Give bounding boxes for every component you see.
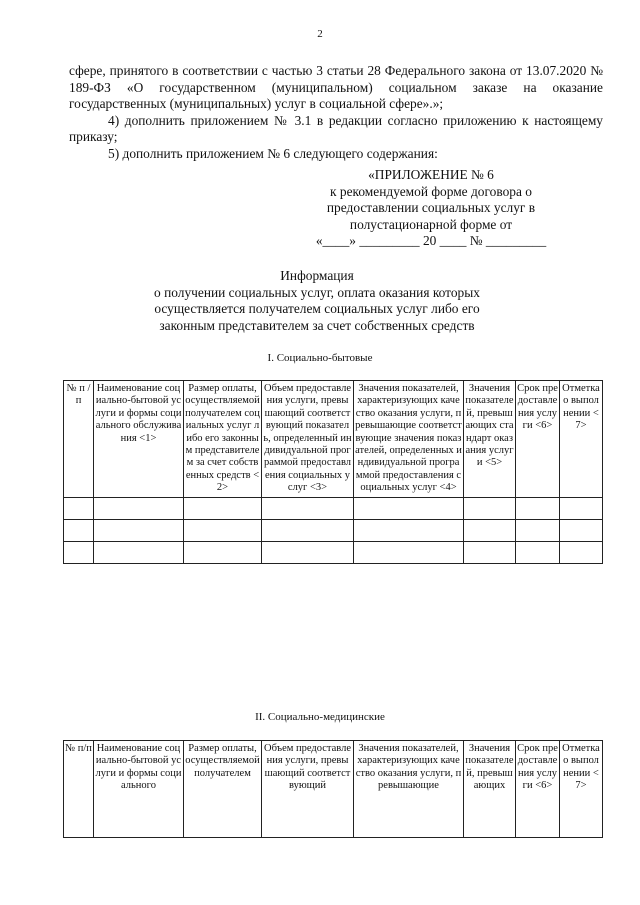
table-row [64, 497, 603, 519]
col-header-quality: Значения показателей, характеризующих качество оказания услуги, превышающие соответствующие значения показателей, определенных индивидуальной программой предоставления социальных услуг <4> [354, 381, 464, 498]
table-cell[interactable] [94, 541, 184, 563]
col-header-service-name: Наименование социально-бытовой услуги и формы социального [94, 741, 184, 838]
table-cell[interactable] [262, 497, 354, 519]
section-2-table [63, 740, 603, 838]
body-item-4: 4) дополнить приложением № 3.1 в редакции согласно приложению к настоящему приказу; [69, 112, 603, 144]
appendix-line: предоставлении социальных услуг в [326, 200, 536, 215]
col-header-mark: Отметка о выполнении <7> [560, 381, 603, 498]
body-paragraph-1: сфере, принятого в соответствии с частью 3 статьи 28 Федерального закона от 13.07.2020 № 189-ФЗ «О государственном (муниципальном) социальном заказе на оказание государственных (муниципальных) услуг в социальной сфере».»; [69, 63, 603, 111]
col-header-standard: Значения показателей, превышающих [464, 741, 516, 838]
table-cell[interactable] [516, 519, 560, 541]
appendix-heading [296, 167, 566, 250]
col-header-standard: Значения показателей, превышающих стандарт оказания услуги <5> [464, 381, 516, 498]
col-header-volume: Объем предоставления услуги, превышающий соответствующий показатель, определенный индивидуальной программой предоставления социальных услуг <3> [262, 381, 354, 498]
table-cell[interactable] [560, 541, 603, 563]
info-title [69, 268, 565, 334]
col-header-mark: Отметка о выполнении <7> [560, 741, 603, 838]
table-cell[interactable] [354, 519, 464, 541]
table-cell[interactable] [262, 541, 354, 563]
table-cell[interactable] [64, 519, 94, 541]
col-header-number: № п/п [64, 741, 94, 838]
table-row [64, 541, 603, 563]
table-header-row [64, 741, 603, 838]
body-item-5: 5) дополнить приложением № 6 следующего содержания: [108, 145, 438, 161]
table-cell[interactable] [464, 497, 516, 519]
table-cell[interactable] [464, 519, 516, 541]
table-cell[interactable] [560, 497, 603, 519]
info-heading: Информация [280, 268, 354, 283]
table-cell[interactable] [184, 497, 262, 519]
col-header-number: № п /п [64, 381, 94, 498]
col-header-term: Срок предоставления услуги <6> [516, 381, 560, 498]
appendix-line: к рекомендуемой форме договора о [330, 183, 532, 199]
info-line: о получении социальных услуг, оплата оказания которых [154, 284, 480, 300]
table-cell[interactable] [516, 541, 560, 563]
col-header-payment: Размер оплаты, осуществляемой получателем социальных услуг либо его законным представителем за счет собственных средств <2> [184, 381, 262, 498]
appendix-line: полустационарной форме от [349, 216, 513, 232]
table-cell[interactable] [560, 519, 603, 541]
info-line: осуществляется получателем социальных услуг либо его [154, 301, 480, 316]
table-cell[interactable] [354, 541, 464, 563]
table-cell[interactable] [184, 541, 262, 563]
table-cell[interactable] [64, 541, 94, 563]
appendix-date-line: «____» _________ 20 ____ № _________ [315, 233, 547, 248]
table-cell[interactable] [184, 519, 262, 541]
section-1-title: I. Социально-бытовые [267, 352, 373, 364]
col-header-term: Срок предоставления услуги <6> [516, 741, 560, 838]
table-cell[interactable] [94, 519, 184, 541]
col-header-payment: Размер оплаты, осуществляемой получателем [184, 741, 262, 838]
table-cell[interactable] [262, 519, 354, 541]
table-cell[interactable] [464, 541, 516, 563]
col-header-quality: Значения показателей, характеризующих качество оказания услуги, превышающие [354, 741, 464, 838]
table-cell[interactable] [94, 497, 184, 519]
page-number: 2 [317, 28, 323, 40]
info-line: законным представителем за счет собственных средств [159, 317, 475, 333]
table-header-row [64, 381, 603, 498]
appendix-title: «ПРИЛОЖЕНИЕ № 6 [368, 167, 494, 182]
body-text [69, 63, 603, 162]
col-header-volume: Объем предоставления услуги, превышающий соответствующий [262, 741, 354, 838]
table-cell[interactable] [516, 497, 560, 519]
section-2-title: II. Социально-медицинские [255, 711, 385, 723]
table-cell[interactable] [354, 497, 464, 519]
section-1-table [63, 380, 603, 564]
table-cell[interactable] [64, 497, 94, 519]
col-header-service-name: Наименование социально-бытовой услуги и формы социального обслуживания <1> [94, 381, 184, 498]
table-row [64, 519, 603, 541]
